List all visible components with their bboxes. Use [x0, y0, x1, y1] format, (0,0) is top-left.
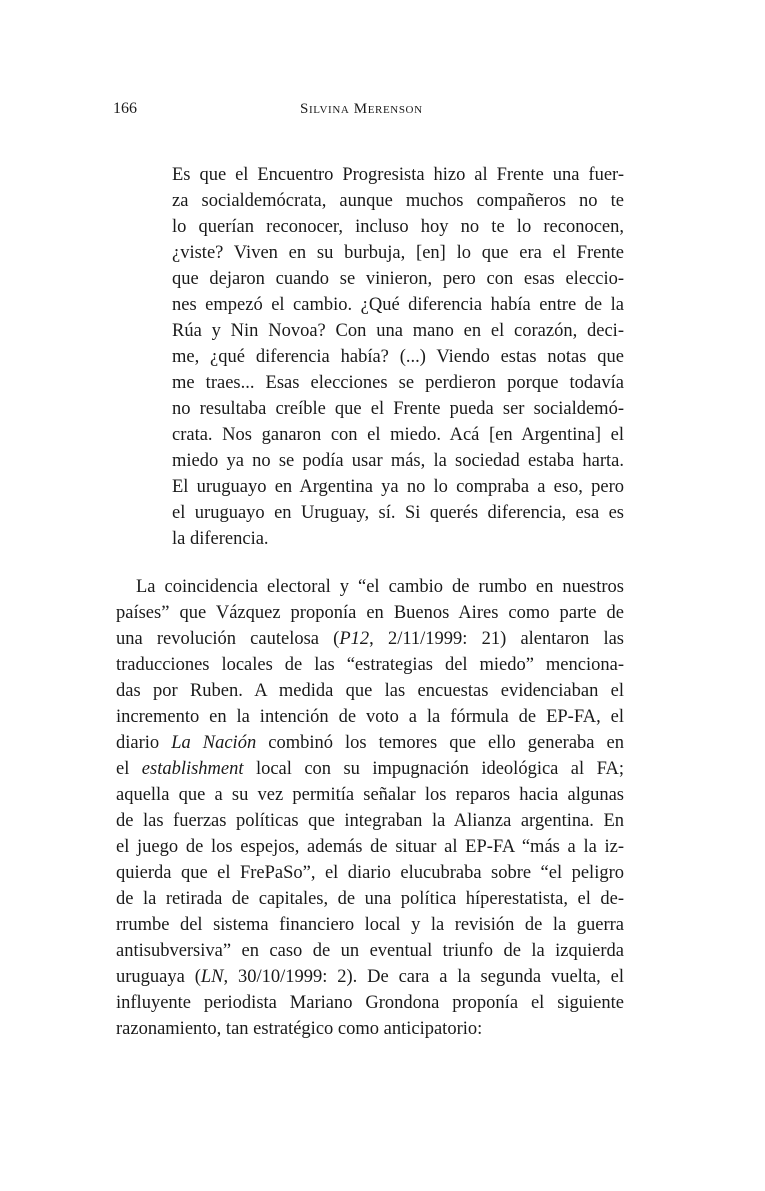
italic-citation: P12	[339, 629, 370, 649]
quote-line: El uruguayo en Argentina ya no lo compraba a eso, pero	[172, 477, 624, 497]
paragraph-line: aquella que a su vez permitía señalar los reparos hacia algunas	[116, 785, 624, 805]
paragraph-line: influyente periodista Mariano Grondona proponía el siguiente	[116, 993, 624, 1013]
paragraph-line: La coincidencia electoral y “el cambio de rumbo en nuestros	[136, 577, 624, 597]
page-number: 166	[113, 100, 137, 117]
paragraph-line: rrumbe del sistema financiero local y la revisión de la guerra	[116, 915, 624, 935]
text-run: , 30/10/1999: 2). De cara a la segunda vuelta, el	[223, 967, 625, 987]
running-head: Silvina Merenson	[300, 101, 423, 117]
paragraph-line: quierda que el FrePaSo”, el diario elucubraba sobre “el peligro	[116, 863, 624, 883]
paragraph-line: incremento en la intención de voto a la fórmula de EP-FA, el	[116, 707, 624, 727]
quote-line: la diferencia.	[172, 529, 269, 549]
paragraph-line: razonamiento, tan estratégico como anticipatorio:	[116, 1019, 483, 1039]
quote-line: miedo ya no se podía usar más, la sociedad estaba harta.	[172, 451, 624, 471]
text-run: una revolución cautelosa (	[116, 629, 340, 649]
quote-line: me traes... Esas elecciones se perdieron porque todavía	[172, 373, 624, 393]
body-paragraph	[116, 574, 624, 1042]
quote-line: que dejaron cuando se vinieron, pero con esas eleccio-	[172, 269, 624, 289]
paragraph-line: antisubversiva” en caso de un eventual triunfo de la izquierda	[116, 941, 624, 961]
quote-line: za socialdemócrata, aunque muchos compañeros no te	[172, 191, 624, 211]
text-run: uruguaya (	[116, 967, 201, 987]
quote-line: Es que el Encuentro Progresista hizo al Frente una fuer-	[172, 165, 624, 185]
text-run: diario	[116, 733, 172, 753]
quote-line: el uruguayo en Uruguay, sí. Si querés diferencia, esa es	[172, 503, 624, 523]
italic-newspaper-name: La Nación	[171, 733, 257, 753]
text-run: combinó los temores que ello generaba en	[256, 733, 624, 753]
text-run: local con su impugnación ideológica al FA;	[243, 759, 624, 779]
text-run: el	[116, 759, 142, 779]
paragraph-line: países” que Vázquez proponía en Buenos Aires como parte de	[116, 603, 624, 623]
quote-line: no resultaba creíble que el Frente pueda ser socialdemó-	[172, 399, 624, 419]
paragraph-line: el juego de los espejos, además de situar al EP-FA “más a la iz-	[116, 837, 624, 857]
paragraph-line	[116, 964, 624, 990]
paragraph-line	[116, 730, 624, 756]
italic-citation: LN	[200, 967, 224, 987]
quote-line: ¿viste? Viven en su burbuja, [en] lo que era el Frente	[172, 243, 624, 263]
paragraph-line: traducciones locales de las “estrategias del miedo” menciona-	[116, 655, 624, 675]
paragraph-line	[116, 626, 624, 652]
italic-term: establishment	[141, 759, 244, 779]
quote-line: nes empezó el cambio. ¿Qué diferencia había entre de la	[172, 295, 624, 315]
paragraph-line: de las fuerzas políticas que integraban la Alianza argentina. En	[116, 811, 624, 831]
paragraph-line	[116, 756, 624, 782]
paragraph-line: das por Ruben. A medida que las encuestas evidenciaban el	[116, 681, 624, 701]
block-quote	[172, 162, 624, 552]
quote-line: Rúa y Nin Novoa? Con una mano en el corazón, deci-	[172, 321, 624, 341]
quote-line: lo querían reconocer, incluso hoy no te lo reconocen,	[172, 217, 624, 237]
text-run: , 2/11/1999: 21) alentaron las	[369, 629, 624, 649]
quote-line: crata. Nos ganaron con el miedo. Acá [en Argentina] el	[172, 425, 624, 445]
quote-line: me, ¿qué diferencia había? (...) Viendo estas notas que	[172, 347, 624, 367]
paragraph-line: de la retirada de capitales, de una política híperestatista, el de-	[116, 889, 624, 909]
